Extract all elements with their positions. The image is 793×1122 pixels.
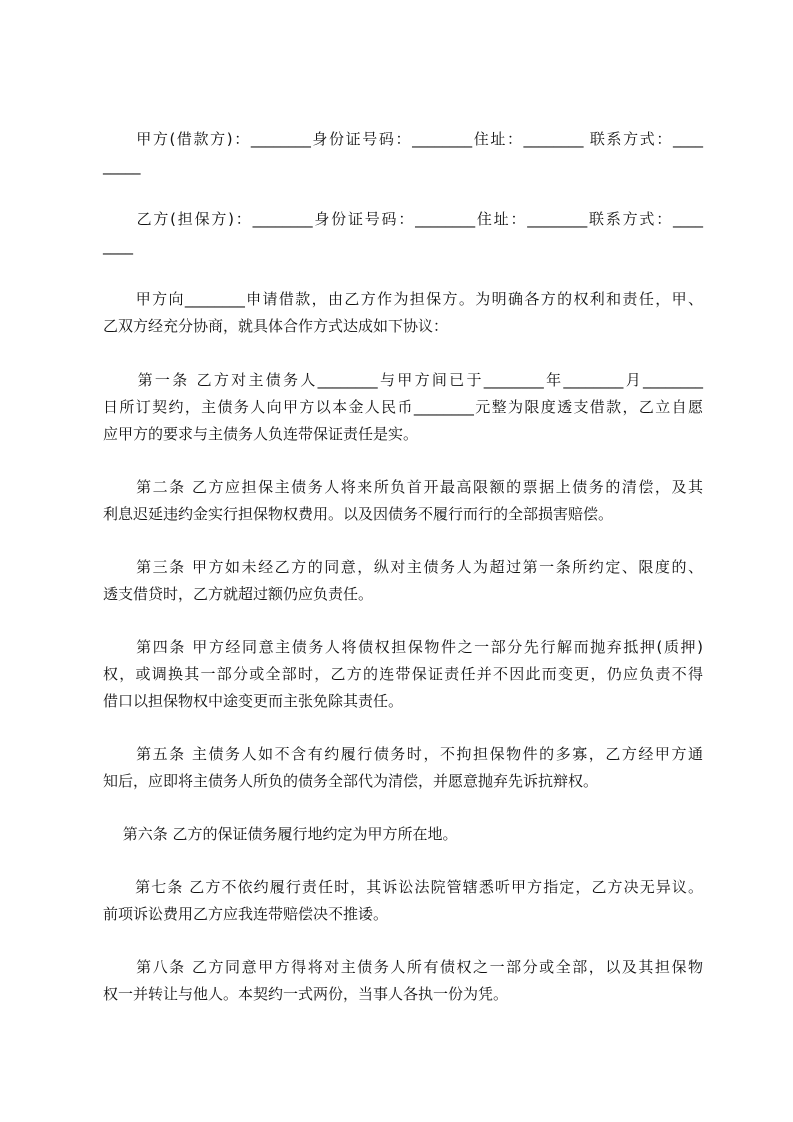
text-line: 日所订契约，主债务人向甲方以本金人民币________元整为限度透支借款，乙立自愿 (103, 398, 703, 416)
party-b-info (103, 206, 703, 260)
text-line: 第八条 乙方同意甲方得将对主债务人所有债权之一部分或全部，以及其担保物 (103, 958, 703, 976)
text-line: 甲方向________申请借款，由乙方作为担保方。为明确各方的权利和责任，甲、 (103, 290, 703, 308)
party-a-info (103, 126, 703, 180)
text-line: 权，或调换其一部分或全部时，乙方的连带保证责任并不因此而变更，仍应负责不得 (103, 665, 703, 683)
text-line: 借口以担保物权中途变更而主张免除其责任。 (103, 692, 404, 710)
text-line: ____ (103, 237, 133, 255)
text-line: 乙方(担保方)：________身份证号码：________住址：________联系方式：____ (103, 210, 703, 228)
text-line: 第五条 主债务人如不含有约履行债务时，不拘担保物件的多寡，乙方经甲方通 (103, 745, 703, 763)
text-line: 知后，应即将主债务人所负的债务全部代为清偿，并愿意抛弃先诉抗辩权。 (103, 772, 599, 790)
article-1 (103, 367, 703, 448)
article-8 (103, 954, 703, 1008)
article-3 (103, 554, 703, 608)
article-7 (103, 874, 703, 928)
text-line: 第六条 乙方的保证债务履行地约定为甲方所在地。 (103, 825, 458, 843)
text-line: 第二条 乙方应担保主债务人将来所负首开最高限额的票据上债务的清偿，及其 (103, 478, 703, 496)
text-line: 应甲方的要求与主债务人负连带保证责任是实。 (103, 425, 419, 443)
text-line: 第七条 乙方不依约履行责任时，其诉讼法院管辖悉听甲方指定，乙方决无异议。 (103, 878, 703, 896)
article-4 (103, 634, 703, 715)
preamble-paragraph (103, 286, 703, 340)
text-line: 利息迟延违约金实行担保物权费用。以及因债务不履行而行的全部损害赔偿。 (103, 505, 614, 523)
article-2 (103, 474, 703, 528)
text-line: 第四条 甲方经同意主债务人将债权担保物件之一部分先行解而抛弃抵押(质押) (103, 638, 703, 656)
text-line: 第一条 乙方对主债务人________与甲方间已于________年________月________ (103, 371, 703, 389)
article-5 (103, 741, 703, 795)
text-line: 乙双方经充分协商，就具体合作方式达成如下协议： (103, 317, 449, 335)
text-line: 透支借贷时，乙方就超过额仍应负责任。 (103, 585, 374, 603)
text-line: 权一并转让与他人。本契约一式两份，当事人各执一份为凭。 (103, 985, 509, 1003)
text-line: 甲方(借款方)：________身份证号码：________住址：________ 联系方式：____ (103, 130, 703, 148)
article-6 (103, 821, 703, 848)
text-line: 第三条 甲方如未经乙方的同意，纵对主债务人为超过第一条所约定、限度的、 (103, 558, 703, 576)
text-line: 前项诉讼费用乙方应我连带赔偿决不推诿。 (103, 905, 389, 923)
text-line: _____ (103, 157, 141, 175)
